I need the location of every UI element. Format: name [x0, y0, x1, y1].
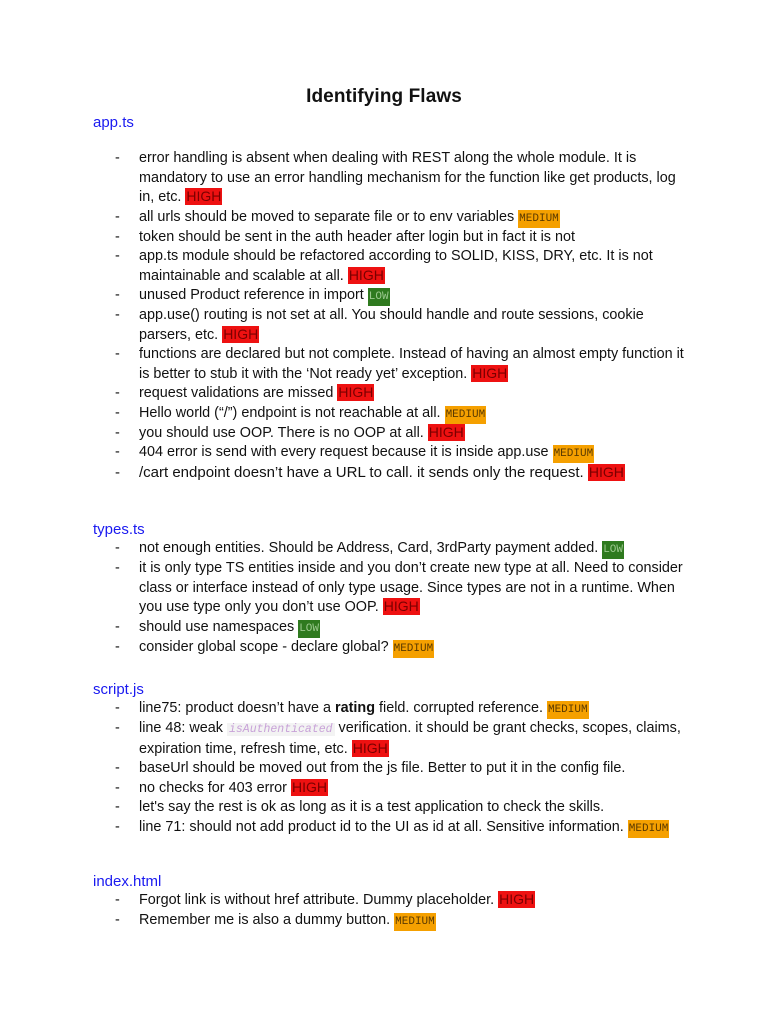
- flaw-item: [93, 891, 689, 911]
- flaw-text: baseUrl should be moved out from the js file. Better to put it in the config file.: [139, 760, 626, 776]
- flaw-item: [93, 699, 689, 719]
- flaw-item: [93, 559, 689, 618]
- flaw-text: should use namespaces: [139, 618, 299, 635]
- flaw-item: [93, 149, 689, 208]
- bullet-dash: -: [115, 720, 120, 736]
- code-reference: isAuthenticated: [229, 723, 333, 736]
- field-name: rating: [335, 700, 375, 716]
- bullet-dash: -: [115, 150, 120, 166]
- flaw-item: [93, 286, 689, 306]
- section-app-ts: [93, 114, 693, 483]
- flaw-text: let's say the rest is ok as long as it is a test application to check the skills.: [139, 799, 605, 815]
- flaw-text-prefix: line75: product doesn’t have a: [139, 700, 336, 716]
- severity-badge-high: HIGH: [472, 364, 508, 381]
- bullet-dash: -: [115, 228, 120, 245]
- severity-badge-medium: MEDIUM: [445, 406, 487, 424]
- flaw-item: [93, 463, 689, 483]
- flaw-text: /cart endpoint doesn’t have a URL to call. it sends only the request.: [139, 464, 588, 481]
- flaw-item: [93, 424, 689, 444]
- flaw-item: [93, 228, 689, 248]
- section-title: types.ts: [93, 521, 145, 538]
- section-index-html: [93, 873, 693, 931]
- bullet-dash: -: [115, 464, 120, 481]
- severity-badge-medium: MEDIUM: [628, 820, 670, 838]
- bullet-dash: -: [115, 799, 120, 815]
- bullet-dash: -: [115, 444, 120, 460]
- flaw-text: Remember me is also a dummy button.: [139, 911, 395, 928]
- severity-badge-high: HIGH: [291, 778, 327, 795]
- flaw-item: [93, 719, 689, 759]
- severity-badge-medium: MEDIUM: [553, 445, 595, 463]
- bullet-dash: -: [115, 540, 120, 556]
- flaw-text: line 71: should not add product id to the UI as id at all. Sensitive information.: [139, 818, 628, 835]
- severity-badge-medium: MEDIUM: [518, 210, 560, 228]
- bullet-dash: -: [115, 760, 120, 776]
- severity-badge-low: LOW: [602, 541, 624, 559]
- severity-badge-high: HIGH: [348, 266, 384, 283]
- flaw-item: [93, 539, 689, 559]
- section-script-js: [93, 681, 693, 838]
- section-title: app.ts: [93, 114, 134, 131]
- bullet-dash: -: [115, 424, 120, 441]
- severity-badge-high: HIGH: [338, 384, 374, 400]
- flaw-text-prefix: line 48: weak: [139, 720, 227, 736]
- flaw-text: all urls should be moved to separate file or to env variables: [139, 208, 519, 225]
- flaw-item: [93, 911, 689, 931]
- flaw-item: [93, 443, 689, 463]
- bullet-dash: -: [115, 892, 120, 908]
- bullet-dash: -: [115, 307, 120, 323]
- severity-badge-medium: MEDIUM: [393, 640, 435, 658]
- flaw-text: field. corrupted reference.: [375, 700, 547, 716]
- flaw-item: [93, 779, 689, 799]
- flaw-item: [93, 306, 689, 345]
- flaw-text: app.use() routing is not set at all. You should handle and route sessions, cookie parsers, etc.: [139, 307, 644, 343]
- severity-badge-medium: MEDIUM: [547, 701, 589, 719]
- flaw-item: [93, 247, 689, 286]
- flaw-list: [93, 699, 693, 838]
- bullet-dash: -: [115, 779, 120, 796]
- flaw-item: [93, 208, 689, 228]
- severity-badge-high: HIGH: [223, 325, 259, 342]
- flaw-item: [93, 638, 689, 658]
- flaw-text: consider global scope - declare global?: [139, 638, 393, 655]
- severity-badge-high: HIGH: [186, 188, 222, 204]
- section-types-ts: [93, 521, 693, 658]
- bullet-dash: -: [115, 404, 120, 421]
- flaw-item: [93, 345, 689, 384]
- bullet-dash: -: [115, 346, 120, 362]
- page-title: Identifying Flaws: [306, 86, 462, 107]
- flaw-list: [93, 149, 693, 483]
- section-title: index.html: [93, 873, 162, 890]
- bullet-dash: -: [115, 618, 120, 635]
- flaw-text: it is only type TS entities inside and you don’t create new type at all. Need to consider class or interface instead of only type usage. Since types are not in a runtime. When you use type only you don’t use OOP.: [139, 560, 683, 615]
- bullet-dash: -: [115, 911, 120, 928]
- bullet-dash: -: [115, 385, 120, 401]
- flaw-item: [93, 618, 689, 638]
- flaw-text: you should use OOP. There is no OOP at all.: [139, 424, 428, 441]
- severity-badge-medium: MEDIUM: [394, 913, 436, 931]
- flaw-text: Forgot link is without href attribute. Dummy placeholder.: [139, 892, 499, 908]
- bullet-dash: -: [115, 560, 120, 576]
- flaw-text: request validations are missed: [139, 385, 338, 401]
- flaw-item: [93, 818, 689, 838]
- flaw-text: not enough entities. Should be Address, Card, 3rdParty payment added.: [139, 540, 603, 556]
- flaw-text: app.ts module should be refactored according to SOLID, KISS, DRY, etc. It is not maintainable and scalable at all.: [139, 248, 653, 284]
- severity-badge-high: HIGH: [588, 464, 624, 480]
- flaw-text: token should be sent in the auth header after login but in fact it is not: [139, 228, 576, 245]
- flaw-text: Hello world (“/”) endpoint is not reachable at all.: [139, 404, 445, 421]
- bullet-dash: -: [115, 700, 120, 716]
- severity-badge-low: LOW: [368, 288, 390, 306]
- severity-badge-high: HIGH: [428, 423, 464, 440]
- bullet-dash: -: [115, 287, 120, 303]
- flaw-list: [93, 891, 693, 931]
- flaw-item: [93, 404, 689, 424]
- flaw-list: [93, 539, 693, 658]
- severity-badge-low: LOW: [298, 620, 320, 638]
- bullet-dash: -: [115, 208, 120, 225]
- severity-badge-high: HIGH: [383, 598, 419, 614]
- bullet-dash: -: [115, 638, 120, 655]
- flaw-item: [93, 759, 689, 779]
- flaw-text: functions are declared but not complete. Instead of having an almost empty function it is better to stub it with the ‘Not ready yet’ exception.: [139, 346, 684, 382]
- severity-badge-high: HIGH: [352, 739, 388, 756]
- bullet-dash: -: [115, 248, 120, 264]
- severity-badge-high: HIGH: [499, 891, 535, 907]
- flaw-text: no checks for 403 error: [139, 779, 291, 796]
- flaw-text: verification. it should be grant checks, scopes, claims, expiration time, refresh time, etc.: [139, 720, 681, 757]
- flaw-item: [93, 384, 689, 404]
- flaw-text: unused Product reference in import: [139, 287, 368, 303]
- section-title: script.js: [93, 681, 144, 698]
- flaw-item: [93, 798, 689, 818]
- bullet-dash: -: [115, 818, 120, 835]
- flaw-text: error handling is absent when dealing with REST along the whole module. It is mandatory to use an error handling mechanism for the function like get products, log in, etc.: [139, 150, 676, 205]
- flaw-text: 404 error is send with every request because it is inside app.use: [139, 444, 553, 460]
